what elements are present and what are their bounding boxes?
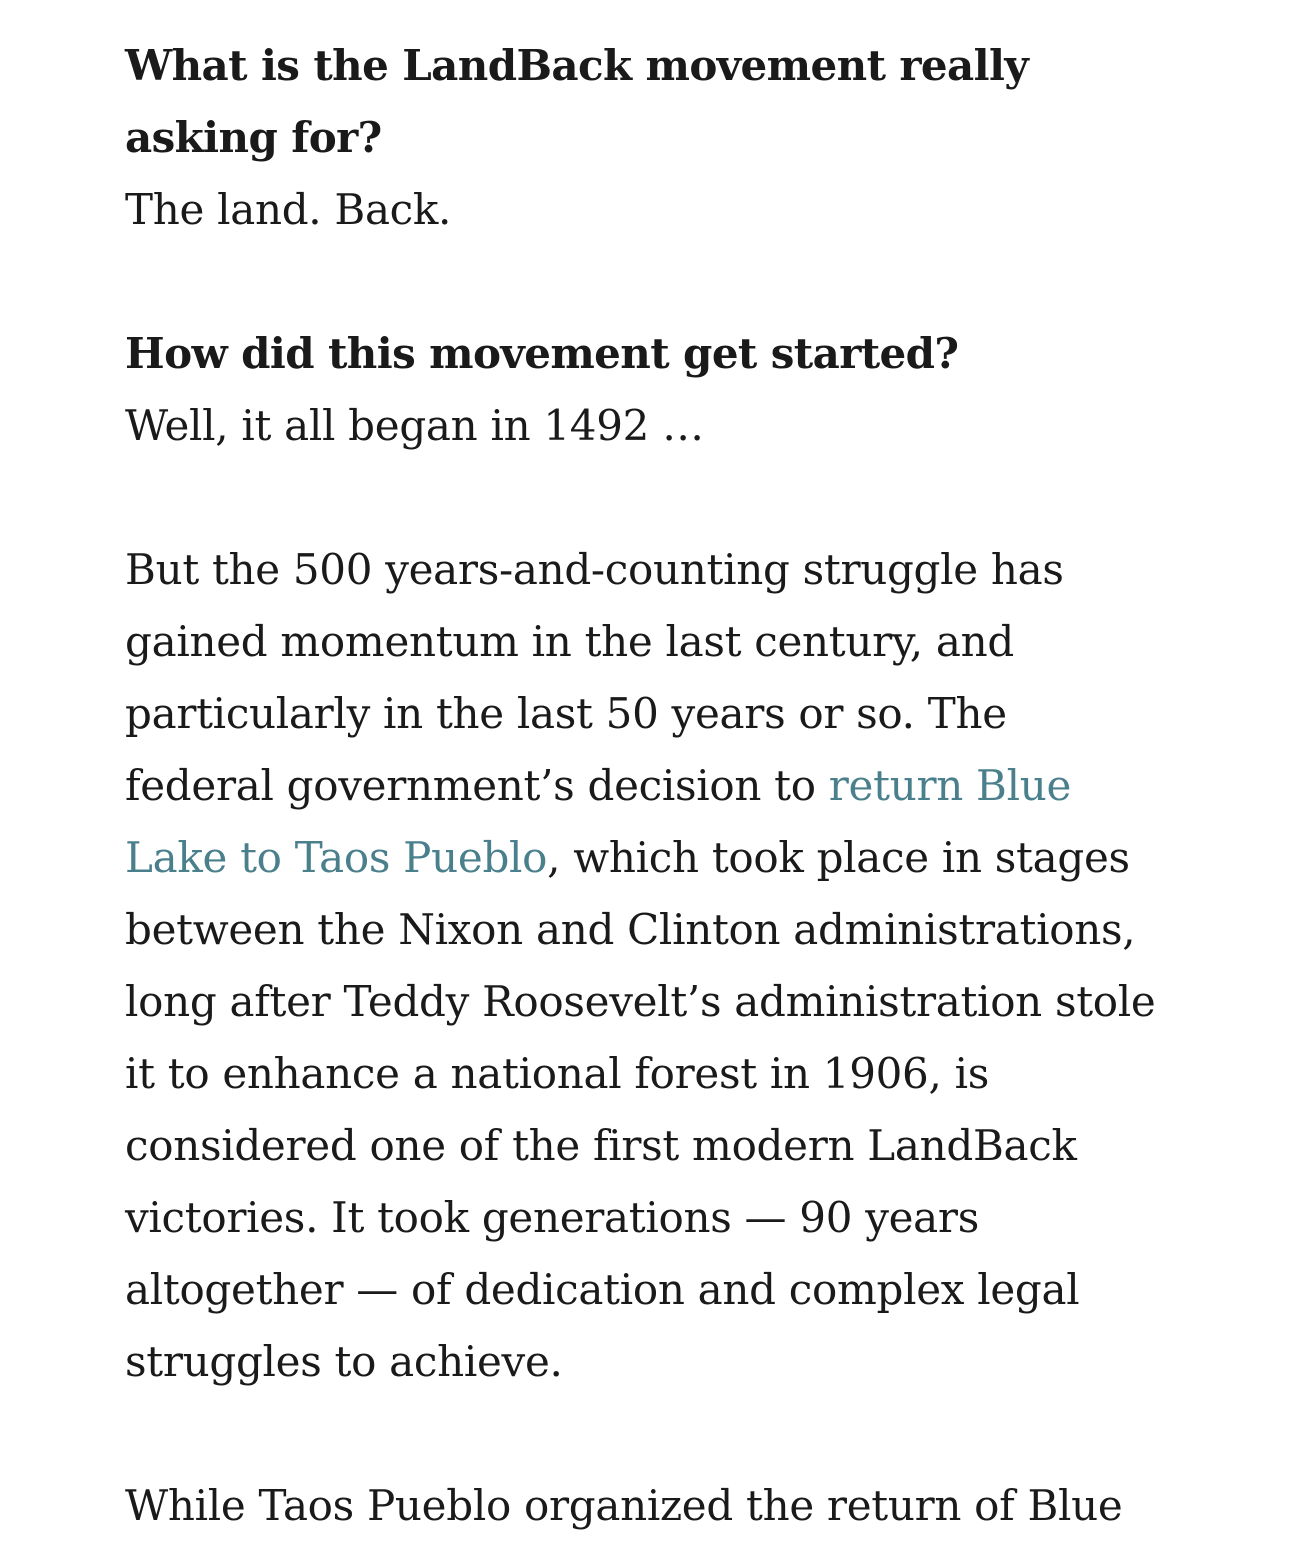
article-body xyxy=(125,30,1165,1542)
paragraph-text: But the 500 years-and-counting struggle has gained momentum in the last century, and particularly in the last 50 years or so. The federal government’s decision to xyxy=(125,545,1064,810)
answer-text: The land. Back. xyxy=(125,185,452,234)
qa-block xyxy=(125,318,1165,462)
qa-block xyxy=(125,30,1165,246)
paragraph-text: , which took place in stages between the Nixon and Clinton administrations, long after Teddy Roosevelt’s administration stole it to enhance a national forest in 1906, is considered one of the first modern LandBack victories. It took generations — 90 years altogether — of dedication and complex legal struggles to achieve. xyxy=(125,833,1156,1386)
question-heading: How did this movement get started? xyxy=(125,329,959,378)
answer-text: Well, it all began in 1492 … xyxy=(125,401,704,450)
question-heading: What is the LandBack movement really asking for? xyxy=(125,41,1029,162)
body-paragraph xyxy=(125,534,1165,1398)
blue-lake-link[interactable]: return Blue Lake to Taos Pueblo xyxy=(125,761,1072,882)
body-paragraph-partial: While Taos Pueblo organized the return of Blue xyxy=(125,1481,1123,1530)
